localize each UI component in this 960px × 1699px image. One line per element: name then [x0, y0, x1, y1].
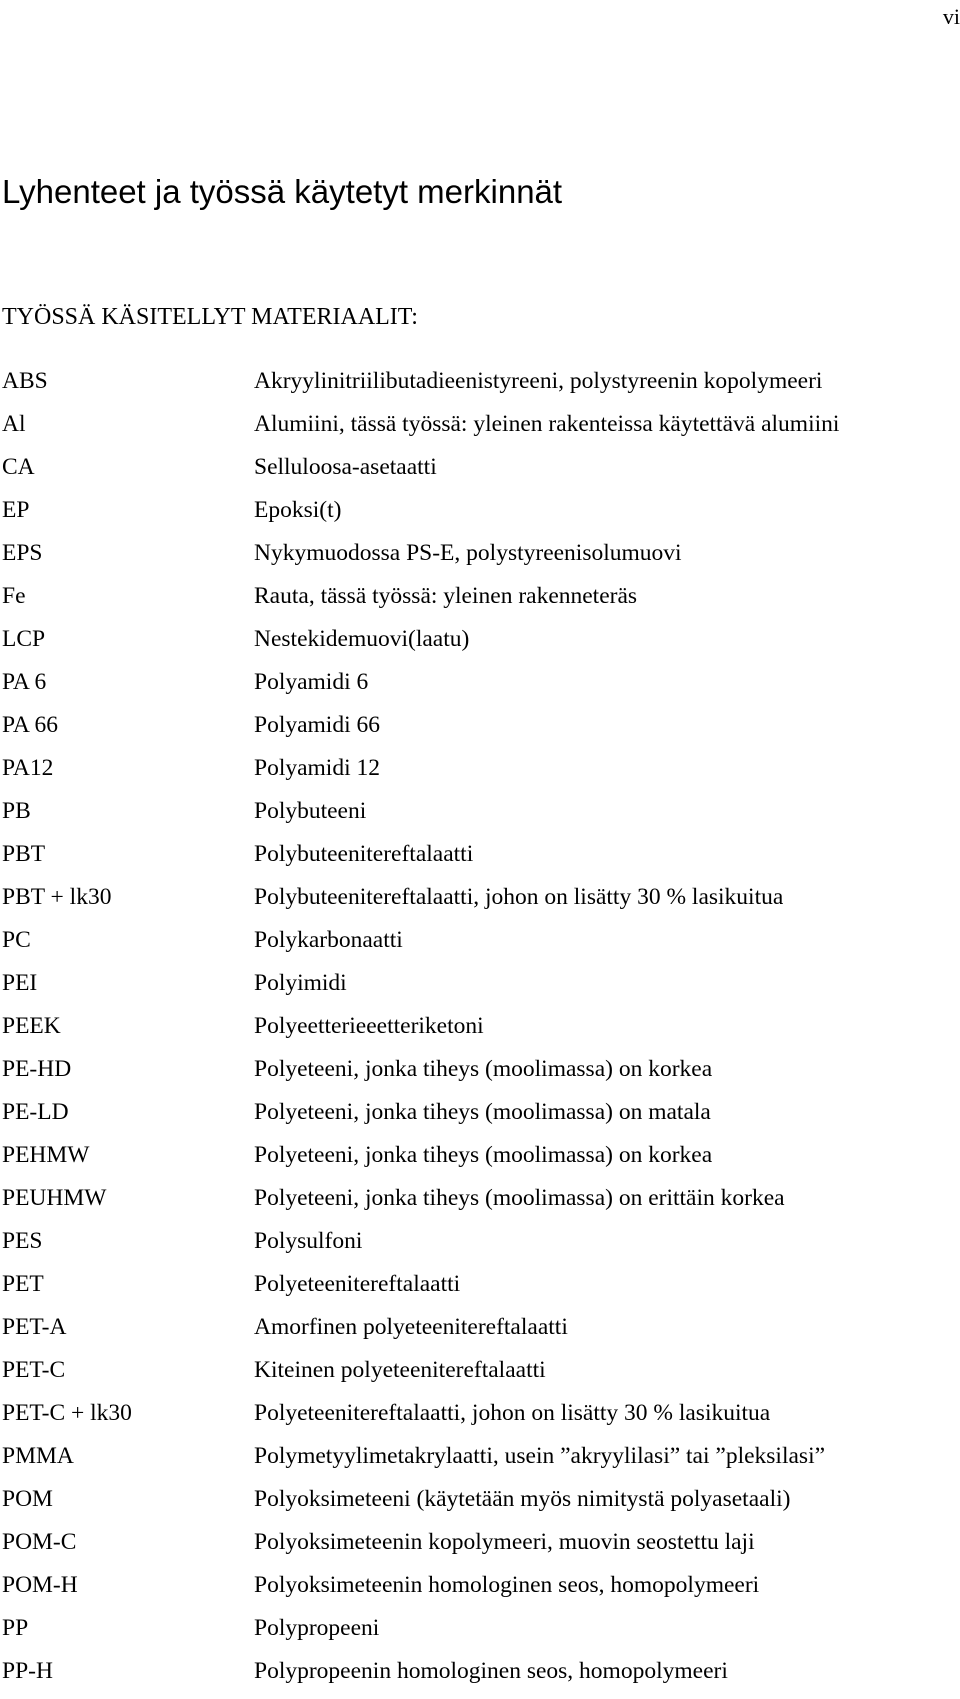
abbreviation-row — [0, 495, 960, 538]
abbreviation-definition: Selluloosa-asetaatti — [254, 454, 437, 480]
abbreviation-term: PEEK — [2, 1013, 61, 1039]
abbreviation-definition: Nykymuodossa PS-E, polystyreenisolumuovi — [254, 540, 682, 566]
abbreviation-row — [0, 1140, 960, 1183]
abbreviation-row — [0, 624, 960, 667]
abbreviation-term: EPS — [2, 540, 43, 566]
abbreviation-row — [0, 1054, 960, 1097]
abbreviation-row — [0, 753, 960, 796]
abbreviation-term: PP — [2, 1615, 29, 1641]
abbreviation-term: PA 66 — [2, 712, 58, 738]
abbreviation-term: PET-C + lk30 — [2, 1400, 132, 1426]
abbreviation-definition: Akryylinitriilibutadieenistyreeni, polystyreenin kopolymeeri — [254, 368, 823, 394]
abbreviation-definition: Polyamidi 12 — [254, 755, 380, 781]
abbreviation-definition: Polyeteeni, jonka tiheys (moolimassa) on korkea — [254, 1056, 713, 1082]
abbreviation-row — [0, 667, 960, 710]
abbreviation-definition: Amorfinen polyeteenitereftalaatti — [254, 1314, 568, 1340]
abbreviation-term: LCP — [2, 626, 46, 652]
abbreviation-definition: Polyeteenitereftalaatti, johon on lisätty 30 % lasikuitua — [254, 1400, 771, 1426]
abbreviation-term: Fe — [2, 583, 26, 609]
section-heading: TYÖSSÄ KÄSITELLYT MATERIAALIT: — [2, 304, 418, 330]
abbreviation-term: Al — [2, 411, 26, 437]
abbreviation-row — [0, 839, 960, 882]
abbreviation-row — [0, 882, 960, 925]
abbreviation-definition: Kiteinen polyeteenitereftalaatti — [254, 1357, 546, 1383]
abbreviation-definition: Alumiini, tässä työssä: yleinen rakenteissa käytettävä alumiini — [254, 411, 840, 437]
abbreviation-list — [0, 366, 960, 1699]
abbreviation-term: ABS — [2, 368, 48, 394]
abbreviation-definition: Polykarbonaatti — [254, 927, 403, 953]
abbreviation-definition: Polyoksimeteeni (käytetään myös nimitystä polyasetaali) — [254, 1486, 791, 1512]
abbreviation-term: PE-HD — [2, 1056, 72, 1082]
abbreviation-definition: Polybuteenitereftalaatti, johon on lisätty 30 % lasikuitua — [254, 884, 784, 910]
abbreviation-definition: Polymetyylimetakrylaatti, usein ”akryylilasi” tai ”pleksilasi” — [254, 1443, 826, 1469]
abbreviation-term: PMMA — [2, 1443, 74, 1469]
abbreviation-row — [0, 1183, 960, 1226]
abbreviation-row — [0, 1527, 960, 1570]
abbreviation-definition: Polyeteeni, jonka tiheys (moolimassa) on korkea — [254, 1142, 713, 1168]
abbreviation-row — [0, 1097, 960, 1140]
abbreviation-definition: Polyimidi — [254, 970, 347, 996]
abbreviation-row — [0, 1656, 960, 1699]
abbreviation-row — [0, 1312, 960, 1355]
abbreviation-row — [0, 1355, 960, 1398]
abbreviation-term: PP-H — [2, 1658, 53, 1684]
abbreviation-row — [0, 366, 960, 409]
page-number: vi — [942, 4, 960, 29]
abbreviation-term: CA — [2, 454, 35, 480]
abbreviation-definition: Polypropeeni — [254, 1615, 380, 1641]
abbreviation-row — [0, 538, 960, 581]
abbreviation-definition: Polyoksimeteenin kopolymeeri, muovin seostettu laji — [254, 1529, 755, 1555]
abbreviation-term: PET-C — [2, 1357, 66, 1383]
abbreviation-term: PBT — [2, 841, 46, 867]
abbreviation-definition: Polyoksimeteenin homologinen seos, homopolymeeri — [254, 1572, 760, 1598]
abbreviation-row — [0, 1398, 960, 1441]
abbreviation-row — [0, 968, 960, 1011]
abbreviation-definition: Polyeteenitereftalaatti — [254, 1271, 461, 1297]
abbreviation-row — [0, 1226, 960, 1269]
abbreviation-term: PEUHMW — [2, 1185, 107, 1211]
abbreviation-row — [0, 1441, 960, 1484]
abbreviation-definition: Polyamidi 66 — [254, 712, 380, 738]
abbreviation-term: PA12 — [2, 755, 54, 781]
abbreviation-term: PEI — [2, 970, 38, 996]
abbreviation-row — [0, 409, 960, 452]
abbreviation-row — [0, 710, 960, 753]
abbreviation-definition: Polyamidi 6 — [254, 669, 369, 695]
abbreviation-term: PET-A — [2, 1314, 67, 1340]
abbreviation-term: PET — [2, 1271, 44, 1297]
abbreviation-row — [0, 1484, 960, 1527]
abbreviation-definition: Nestekidemuovi(laatu) — [254, 626, 470, 652]
abbreviation-term: PES — [2, 1228, 43, 1254]
abbreviation-term: PEHMW — [2, 1142, 90, 1168]
abbreviation-definition: Polyeetterieeetteriketoni — [254, 1013, 484, 1039]
abbreviation-definition: Polysulfoni — [254, 1228, 363, 1254]
abbreviation-term: POM — [2, 1486, 53, 1512]
abbreviation-term: EP — [2, 497, 30, 523]
abbreviation-row — [0, 1269, 960, 1312]
abbreviation-row — [0, 1613, 960, 1656]
abbreviation-term: PBT + lk30 — [2, 884, 112, 910]
abbreviation-term: PE-LD — [2, 1099, 69, 1125]
page-title: Lyhenteet ja työssä käytetyt merkinnät — [2, 173, 563, 210]
abbreviation-term: PB — [2, 798, 31, 824]
abbreviation-definition: Rauta, tässä työssä: yleinen rakenneteräs — [254, 583, 638, 609]
abbreviation-term: PA 6 — [2, 669, 47, 695]
abbreviation-term: POM-C — [2, 1529, 77, 1555]
abbreviation-row — [0, 452, 960, 495]
abbreviation-term: POM-H — [2, 1572, 78, 1598]
abbreviation-term: PC — [2, 927, 31, 953]
abbreviation-row — [0, 581, 960, 624]
abbreviation-row — [0, 925, 960, 968]
abbreviation-definition: Polybuteeni — [254, 798, 367, 824]
abbreviation-definition: Epoksi(t) — [254, 497, 342, 523]
abbreviation-definition: Polypropeenin homologinen seos, homopolymeeri — [254, 1658, 728, 1684]
abbreviation-definition: Polyeteeni, jonka tiheys (moolimassa) on erittäin korkea — [254, 1185, 785, 1211]
abbreviation-definition: Polybuteenitereftalaatti — [254, 841, 474, 867]
abbreviation-row — [0, 796, 960, 839]
abbreviation-row — [0, 1570, 960, 1613]
abbreviation-row — [0, 1011, 960, 1054]
abbreviation-definition: Polyeteeni, jonka tiheys (moolimassa) on matala — [254, 1099, 711, 1125]
